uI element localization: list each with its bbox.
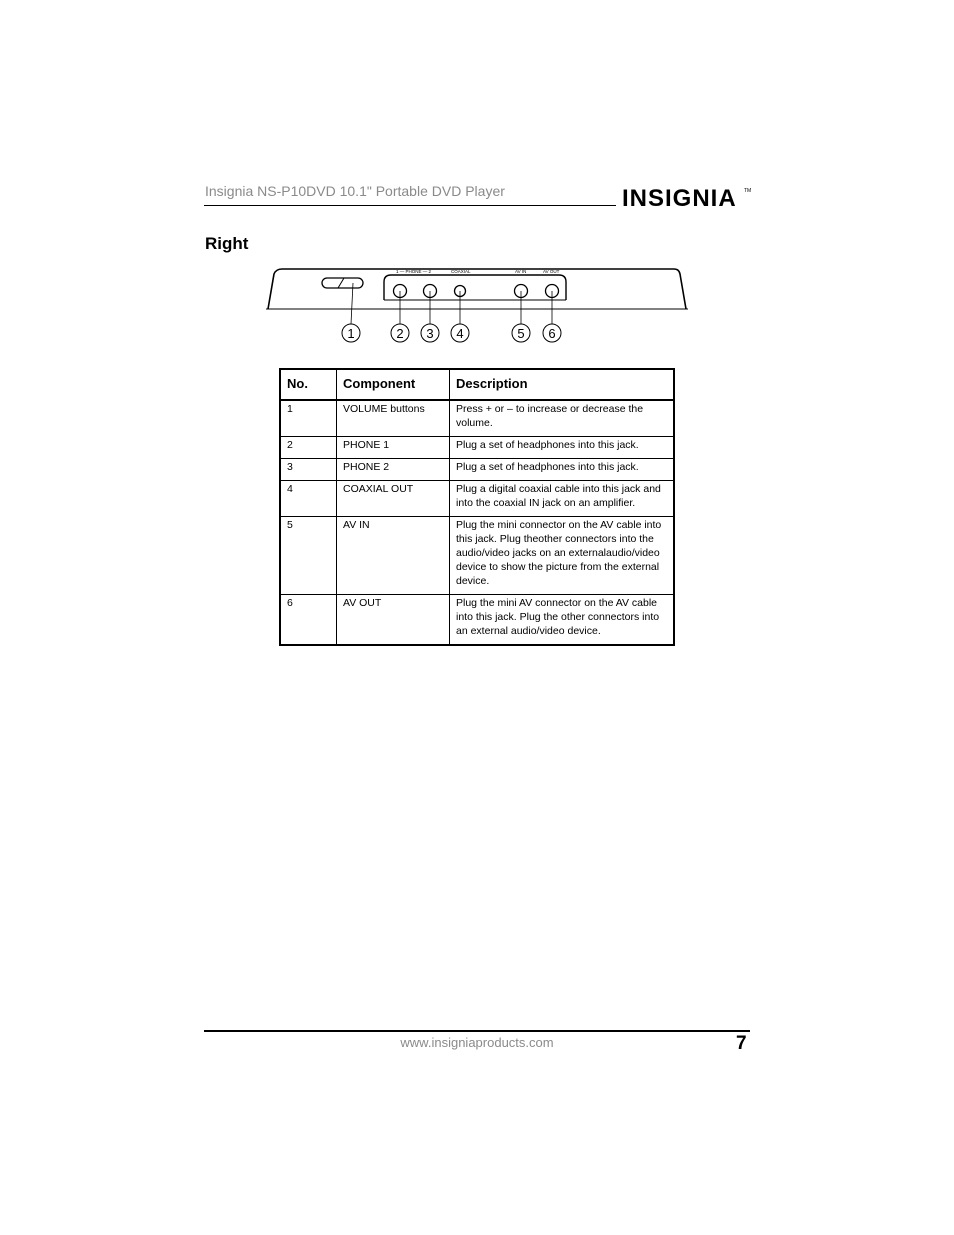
table-row (280, 595, 674, 646)
callout-3: 3 (426, 326, 434, 341)
table-row (280, 400, 674, 437)
section-heading: Right (205, 234, 249, 253)
cell-component: COAXIAL OUT (337, 481, 450, 517)
header-rule (204, 205, 616, 206)
port-panel (384, 275, 566, 300)
footer-url: www.insigniaproducts.com (400, 1035, 554, 1050)
cell-component: PHONE 1 (337, 437, 450, 459)
cell-description: Plug a set of headphones into this jack. (450, 459, 675, 481)
page-number: 7 (736, 1033, 747, 1054)
header-description: Description (450, 369, 675, 400)
svg-text:INSIGNIA: INSIGNIA (622, 185, 737, 212)
callout-5: 5 (517, 326, 525, 341)
cell-component: PHONE 2 (337, 459, 450, 481)
callout-6: 6 (548, 326, 556, 341)
label-phone: 1 — PHONE — 2 (396, 269, 432, 274)
callout-2: 2 (396, 326, 404, 341)
label-coaxial: COAXIAL (451, 269, 471, 274)
cell-description: Plug the mini connector on the AV cable into this jack. Plug theother connectors into the audio/video jacks on an externalaudio/video device to show the picture from the external device. (450, 517, 675, 595)
cell-description: Plug a set of headphones into this jack. (450, 437, 675, 459)
volume-button-shape (322, 278, 363, 288)
header-title: Insignia NS-P10DVD 10.1" Portable DVD Player (205, 183, 505, 199)
cell-no: 2 (280, 437, 337, 459)
right-side-diagram (266, 266, 688, 348)
cell-component: VOLUME buttons (337, 400, 450, 437)
cell-no: 4 (280, 481, 337, 517)
cell-component: AV IN (337, 517, 450, 595)
cell-description: Plug the mini AV connector on the AV cable into this jack. Plug the other connectors into an external audio/video device. (450, 595, 675, 646)
cell-no: 5 (280, 517, 337, 595)
callout-4: 4 (456, 326, 464, 341)
svg-text:TM: TM (744, 188, 752, 194)
header-component: Component (337, 369, 450, 400)
table-row (280, 437, 674, 459)
insignia-logo (620, 180, 752, 216)
label-av-in: AV IN (515, 269, 527, 274)
cell-component: AV OUT (337, 595, 450, 646)
callout-1: 1 (347, 326, 355, 341)
label-av-out: AV OUT (543, 269, 560, 274)
cell-description: Plug a digital coaxial cable into this jack and into the coaxial IN jack on an amplifier. (450, 481, 675, 517)
header-no: No. (280, 369, 337, 400)
cell-description: Press + or – to increase or decrease the volume. (450, 400, 675, 437)
table-row (280, 481, 674, 517)
footer-rule (204, 1030, 750, 1032)
cell-no: 3 (280, 459, 337, 481)
table-row (280, 517, 674, 595)
cell-no: 6 (280, 595, 337, 646)
components-table (279, 368, 675, 646)
cell-no: 1 (280, 400, 337, 437)
table-header-row (280, 369, 674, 400)
table-row (280, 459, 674, 481)
